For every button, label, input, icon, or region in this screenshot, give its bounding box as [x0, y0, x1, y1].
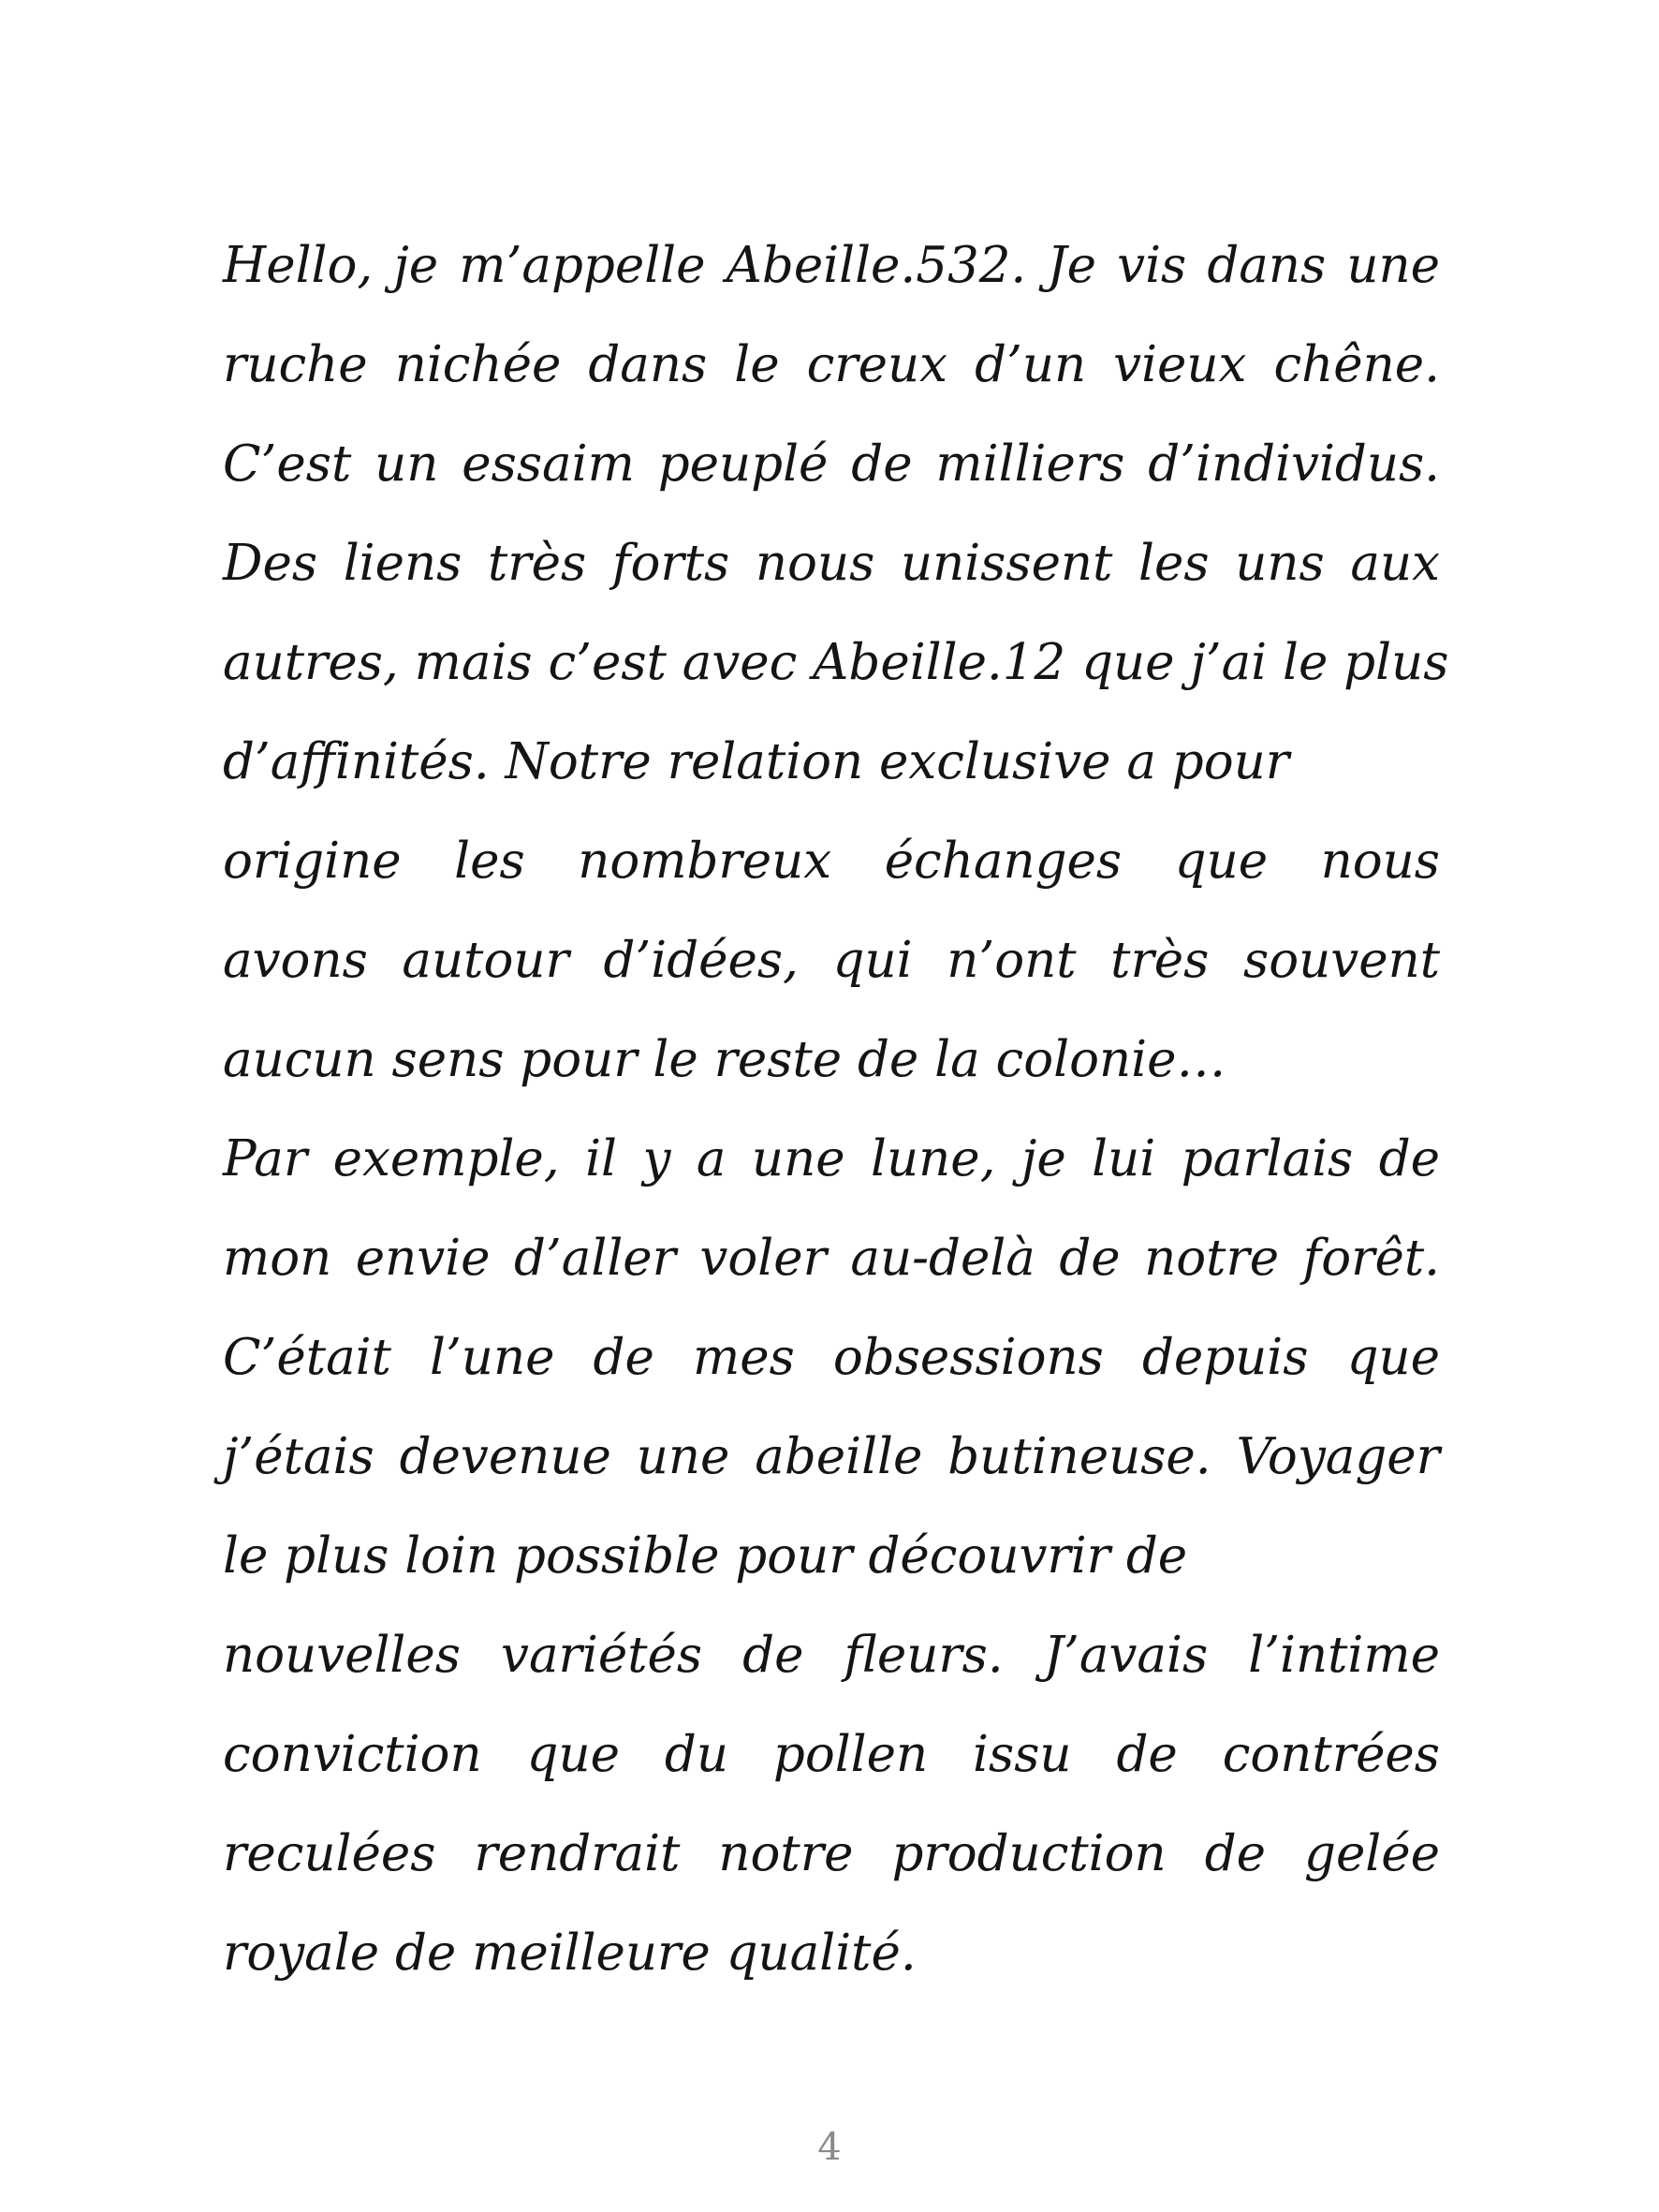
- text-line: j’étais devenue une abeille butineuse. Voyager: [223, 1428, 1440, 1485]
- text-line: reculées rendrait notre production de gelée: [223, 1825, 1440, 1882]
- page-number: 4: [817, 2126, 842, 2169]
- text-line: Par exemple, il y a une lune, je lui parlais de: [223, 1130, 1440, 1187]
- text-line: Hello, je m’appelle Abeille.532. Je vis dans une: [223, 237, 1440, 294]
- body-text: [223, 216, 1449, 2003]
- text-line: nouvelles variétés de fleurs. J’avais l’intime: [223, 1627, 1440, 1684]
- text-line: royale de meilleure qualité.: [223, 1924, 917, 1982]
- text-line: autres, mais c’est avec Abeille.12 que j’ai le plus: [223, 634, 1449, 691]
- text-line: ruche nichée dans le creux d’un vieux chêne.: [223, 336, 1440, 393]
- text-line: C’est un essaim peuplé de milliers d’individus.: [223, 435, 1440, 493]
- text-line: d’affinités. Notre relation exclusive a pour: [223, 733, 1290, 790]
- text-line: C’était l’une de mes obsessions depuis que: [223, 1329, 1440, 1386]
- text-line: conviction que du pollen issu de contrées: [223, 1726, 1440, 1783]
- text-line: mon envie d’aller voler au-delà de notre forêt.: [223, 1230, 1440, 1287]
- text-line: Des liens très forts nous unissent les uns aux: [223, 535, 1440, 592]
- text-line: aucun sens pour le reste de la colonie…: [223, 1031, 1226, 1088]
- text-line: avons autour d’idées, qui n’ont très souvent: [223, 932, 1440, 989]
- text-line: le plus loin possible pour découvrir de: [223, 1527, 1188, 1585]
- text-line: origine les nombreux échanges que nous: [223, 833, 1440, 890]
